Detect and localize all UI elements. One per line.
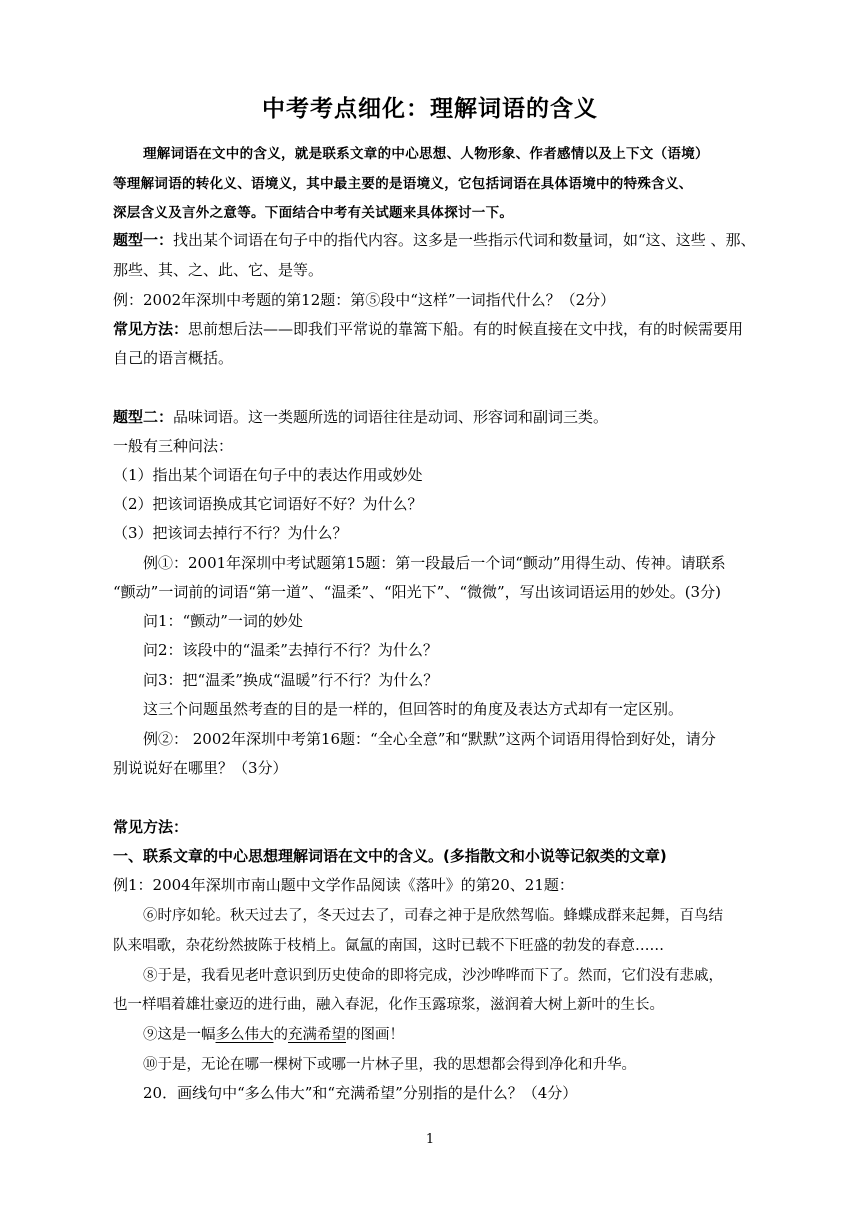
underlined-phrase-1: 多么伟大 — [215, 1027, 274, 1043]
type2-ex2-line-2: 别说说好在哪里？（3分） — [113, 759, 288, 777]
question-20: 20．画线句中“多么伟大”和“充满希望”分别指的是什么？（4分） — [143, 1084, 578, 1102]
type1-line-2: 那些、其、之、此、它、是等。 — [113, 261, 324, 279]
passage-para-6-line-1: ⑥时序如轮。秋天过去了，冬天过去了，司春之神于是欣然驾临。蜂蝶成群来起舞，百鸟结 — [143, 908, 723, 924]
type1-method-line-2: 自己的语言概括。 — [113, 349, 234, 367]
type1-method-text-1: 思前想后法——即我们平常说的靠篙下船。有的时候直接在文中找，有的时候需要用 — [188, 320, 744, 338]
underlined-phrase-2: 充满希望 — [288, 1027, 346, 1043]
intro-line-2: 等理解词语的转化义、语境义，其中最主要的是语境义，它包括词语在具体语境中的特殊含义、 — [113, 176, 693, 192]
type1-label: 题型一： — [113, 231, 174, 249]
para-9-text-pre: ⑨这是一幅 — [143, 1027, 216, 1043]
type2-q3: （3）把该词去掉行不行？为什么？ — [113, 524, 348, 542]
type2-ex2-line-1: 例②： 2002年深圳中考第16题：“全心全意”和“默默”这两个词语用得恰到好处，请分 — [143, 730, 716, 748]
type1-method-line-1 — [113, 318, 753, 339]
passage-para-8-line-1: ⑧于是，我看见老叶意识到历史使命的即将完成，沙沙哗哗而下了。然而，它们没有悲戚， — [143, 968, 723, 984]
type2-q1: （1）指出某个词语在句子中的表达作用或妙处 — [113, 466, 423, 484]
methods-example-1: 例1：2004年深圳市南山题中文学作品阅读《落叶》的第20、21题： — [113, 876, 574, 894]
intro-line-1: 理解词语在文中的含义，就是联系文章的中心思想、人物形象、作者感情以及上下文（语境） — [143, 146, 709, 162]
passage-para-9 — [143, 1023, 753, 1044]
intro-line-3: 深层含义及言外之意等。下面结合中考有关试题来具体探讨一下。 — [113, 205, 514, 221]
page-number: 1 — [425, 1132, 435, 1147]
type2-line-2: 一般有三种问法： — [113, 437, 234, 455]
passage-para-6-line-2: 队来唱歌，杂花纷然披陈于枝梢上。氤氲的南国，这时已载不下旺盛的勃发的春意…… — [113, 938, 664, 954]
methods-subheading-1: 一、联系文章的中心思想理解词语在文中的含义。(多指散文和小说等记叙类的文章) — [113, 847, 667, 865]
type1-method-label: 常见方法： — [113, 320, 189, 338]
type2-ex1-line-1: 例①：2001年深圳中考试题第15题：第一段最后一个词“颤动”用得生动、传神。请联系 — [143, 554, 726, 572]
passage-para-8-line-2: 也一样唱着雄壮豪迈的进行曲，融入春泥，化作玉露琼浆，滋润着大树上新叶的生长。 — [113, 997, 664, 1013]
type1-text-1: 找出某个词语在句子中的指代内容。这多是一些指示代词和数量词，如“这、这些 、那、 — [173, 231, 756, 249]
methods-heading: 常见方法： — [113, 818, 189, 836]
type2-ask-1: 问1：“颤动”一词的妙处 — [143, 612, 303, 630]
type2-ask-2: 问2：该段中的“温柔”去掉行不行？为什么？ — [143, 641, 438, 659]
type1-example: 例：2002年深圳中考题的第12题：第⑤段中“这样”一词指代什么？（2分） — [113, 291, 616, 309]
type2-ask-3: 问3：把“温柔”换成“温暖”行不行？为什么？ — [143, 671, 439, 689]
passage-para-10: ⑩于是，无论在哪一棵树下或哪一片林子里，我的思想都会得到净化和升华。 — [143, 1057, 636, 1073]
para-9-text-mid: 的 — [273, 1027, 288, 1043]
page-title: 中考考点细化：理解词语的含义 — [262, 96, 598, 122]
type2-ex1-line-2: “颤动”一词前的词语“第一道”、“温柔”、“阳光下”、“微微”，写出该词语运用的妙处。(3分) — [113, 583, 721, 601]
type2-summary: 这三个问题虽然考查的目的是一样的，但回答时的角度及表达方式却有一定区别。 — [143, 700, 684, 718]
type2-q2: （2）把该词语换成其它词语好不好？为什么？ — [113, 495, 423, 513]
type2-line-1 — [113, 406, 753, 427]
type2-label: 题型二： — [113, 408, 174, 426]
type1-line-1 — [113, 229, 756, 250]
para-9-text-post: 的图画！ — [346, 1027, 404, 1043]
type2-text-1: 品味词语。这一类题所选的词语往往是动词、形容词和副词三类。 — [173, 408, 609, 426]
